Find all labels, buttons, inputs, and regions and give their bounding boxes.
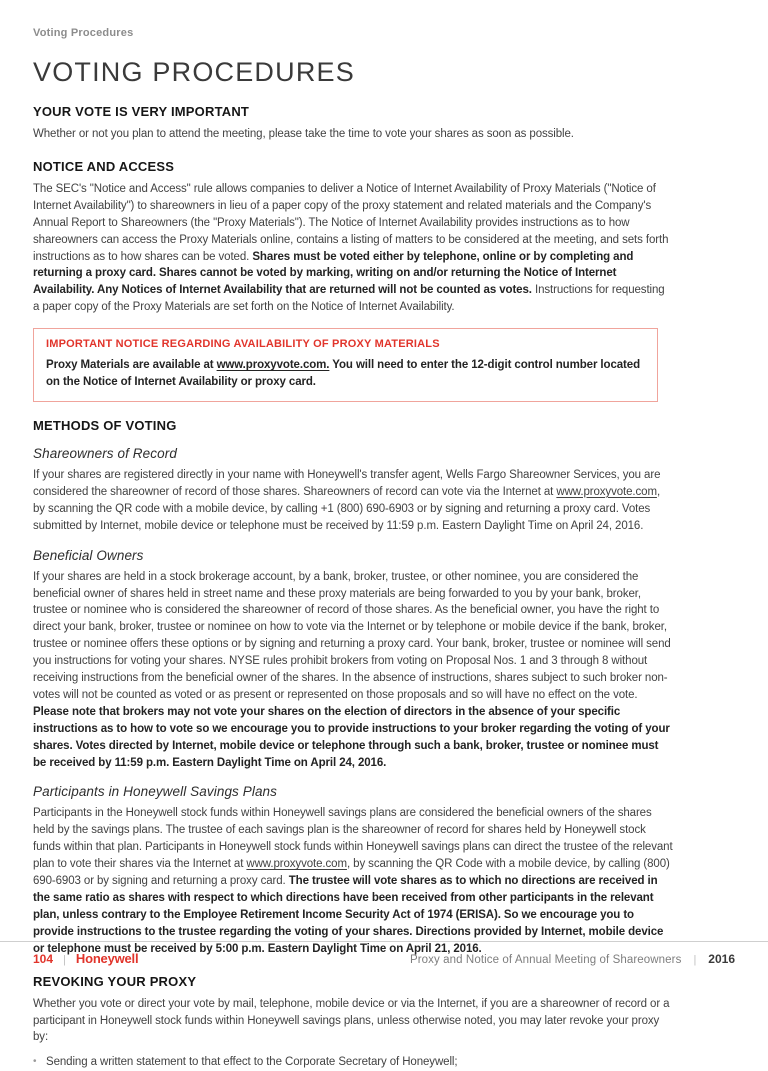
heading-your-vote: YOUR VOTE IS VERY IMPORTANT [33,104,250,119]
shareowners-text-end: , by scanning the QR code with a mobile device, by calling +1 (800) 690-6903 or by signing and returning a proxy card. Votes submitted by Internet, mobile device or telephone must be received by 11:59 p.m. Eastern Daylight Time on April 24, 2016. [33,485,661,532]
breadcrumb: Voting Procedures [33,27,134,39]
footer-year: 2016 [708,952,735,966]
notice-access-bold-text: Shares must be voted either by telephone, online or by completing and returning a proxy card. Shares cannot be voted by marking, writing on and/or returning the Notice of Internet Availability. Any Notices of Internet Availability that are returned will not be counted as votes. [33,250,634,297]
page-title: VOTING PROCEDURES [33,57,355,87]
proxyvote-link[interactable]: www.proxyvote.com. [216,359,330,372]
footer-doc-title: Proxy and Notice of Annual Meeting of Shareowners [409,954,682,966]
bullet-icon: • [33,1056,37,1068]
shareowners-text: If your shares are registered directly in your name with Honeywell's transfer agent, Wells Fargo Shareowner Services, you are considered the shareowner of record of those shares. Shareowners of record can vote via the Internet at [33,468,661,498]
notice-box-heading: IMPORTANT NOTICE REGARDING AVAILABILITY OF PROXY MATERIALS [46,338,440,351]
heading-notice-and-access: NOTICE AND ACCESS [33,158,175,174]
page-footer [0,941,768,966]
notice-box-body [46,357,645,391]
paragraph-notice-and-access [33,181,673,316]
revoke-methods-list [33,1054,673,1071]
footer-divider: | [693,954,697,966]
footer-divider: | [63,954,66,966]
proxyvote-link[interactable]: www.proxyvote.com [246,858,347,871]
participants-bold-text: The trustee will vote shares as to which no directions are received in the same ratio as shares with respect to which directions have been received from other participants in the relevant plan, unless contrary to the Employee Retirement Income Security Act of 1974 (ERISA). So we encourage you to provide instructions to the trustee regarding the voting of your shares. Directions provided by Internet, mobile device or telephone must be received by 5:00 p.m. Eastern Daylight Time on April 21, 2016. [33,875,664,955]
page-number: 104 [33,952,54,966]
beneficial-bold-text: Please note that brokers may not vote your shares on the election of directors in the absence of your specific instructions as to how to vote so we encourage you to provide instructions to your broker regarding the voting of your shares. Votes directed by Internet, mobile device or telephone through such a bank, broker, trustee or nominee must be received by 11:59 p.m. Eastern Daylight Time on April 24, 2016. [33,705,670,769]
notice-access-text: The SEC's "Notice and Access" rule allows companies to deliver a Notice of Internet Availability of Proxy Materials ("Notice of Internet Availability") to shareowners in lieu of a paper copy of the proxy statement and related materials and the Company's Annual Report to Shareowners (the "Proxy Materials"). The Notice of Internet Availability provides instructions as to how shareowners can access the Proxy Materials online, contains a listing of matters to be considered at the meeting, and sets forth instructions as to how shares can be voted. [33,182,669,263]
notice-box-text-end: You will need to enter the 12-digit control number located on the Notice of Internet Availability or proxy card. [46,359,640,389]
subheading-savings-plans: Participants in Honeywell Savings Plans [33,784,278,800]
proxyvote-link[interactable]: www.proxyvote.com [556,485,657,498]
paragraph-shareowners [33,467,673,535]
paragraph-savings-plans [33,805,673,957]
notice-box-text: Proxy Materials are available at [46,359,217,372]
honeywell-logo: Honeywell [75,951,139,966]
list-item-text: Sending a written statement to that effect to the Corporate Secretary of Honeywell; [46,1056,458,1069]
notice-access-text-end: Instructions for requesting a paper copy of the Proxy Materials are set forth on the Notice of Internet Availability. [33,284,665,314]
participants-text-mid: , by scanning the QR Code with a mobile device, by calling (800) 690-6903 or by signing and returning a proxy card. [33,858,670,888]
paragraph-beneficial-owners [33,569,673,772]
participants-text: Participants in the Honeywell stock funds within Honeywell savings plans are considered the beneficial owners of the shares held by the savings plans. The trustee of each savings plan is the shareowner of record for shares held by Honeywell stock funds within that plan. Participants in Honeywell stock funds within Honeywell savings plans can direct the trustee of the relevant plan to vote their shares via the Internet at [33,807,673,871]
subheading-beneficial-owners: Beneficial Owners [33,547,144,563]
beneficial-text: If your shares are held in a stock brokerage account, by a bank, broker, trustee, or other nominee, you are considered the beneficial owner of shares held in street name and these proxy materials are being forwarded to you by your bank, broker, trustee or nominee who is considered the shareowner of record of those shares. As the beneficial owner, you have the right to direct your bank, broker, trustee or nominee on how to vote via the Internet or by telephone or mobile device if the bank, broker, trustee or nominee offers these options or by signing and returning a proxy card. Your bank, broker, trustee or nominee will send you instructions for voting your shares. NYSE rules prohibit brokers from voting on Proposal Nos. 1 and 3 through 8 without receiving instructions from the beneficial owner of the shares. In the absence of instructions, shares subject to such broker non-votes will not be counted as voted or as present or represented on those proposals and so will have no effect on the vote. [33,570,671,701]
important-notice-box [33,328,658,402]
list-item [33,1054,673,1071]
paragraph-your-vote: Whether or not you plan to attend the meeting, please take the time to vote your shares as soon as possible. [33,128,574,140]
heading-revoking-your-proxy: REVOKING YOUR PROXY [33,973,197,989]
heading-methods-of-voting: METHODS OF VOTING [33,417,177,433]
paragraph-revoking: Whether you vote or direct your vote by mail, telephone, mobile device or via the Internet, if you are a shareowner of record or a participant in Honeywell stock funds within Honeywell savings plans, unless otherwise noted, you may later revoke your proxy by: [33,997,670,1044]
subheading-shareowners-of-record: Shareowners of Record [33,445,177,461]
